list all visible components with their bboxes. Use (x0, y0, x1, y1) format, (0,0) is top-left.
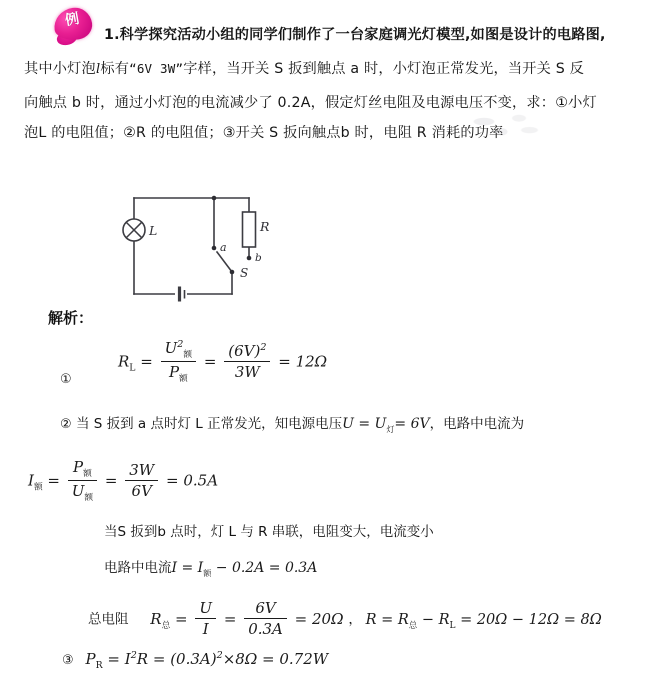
eq2-equals-1: = (47, 471, 60, 490)
eq2-den1-sub: 额 (84, 493, 94, 503)
circuit-label-L: L (149, 223, 158, 238)
eq4-lhs-sub: 总 (408, 619, 418, 630)
eq1-num1-sub: 额 (183, 350, 193, 360)
eq1-equals-2: = (203, 352, 217, 371)
step-3-marker: ③ (62, 653, 74, 668)
problem-line-3: 向触点 b 时，通过小灯泡的电流减少了 0.2A，假定灯丝电阻及电源电压不变，求：①小灯 (24, 95, 597, 111)
solution-line-5-text: 总电阻 (88, 611, 129, 628)
eq2-num-1 (68, 458, 97, 480)
solution-line-2-text-a: 当 S 扳到 a 点时灯 L 正常发光，知电源电压 (75, 416, 343, 432)
badge-glyph: 例 (63, 10, 81, 30)
lamp-rating-spec: “6V 3W” (129, 61, 184, 76)
eq2-num-2: 3W (129, 461, 155, 479)
eq3-comma: ， (348, 611, 362, 628)
inline-eq-sub: 灯 (386, 423, 395, 434)
eq4-mid-sub: L (449, 620, 456, 631)
line4-eq-lhs: I = I (171, 560, 204, 576)
eq4-result: = 20Ω − 12Ω = 8Ω (460, 611, 602, 628)
circuit-svg (120, 186, 440, 306)
eq2-num1-sub: 额 (83, 469, 92, 479)
solution-line-4-eq (172, 560, 318, 576)
resistor-icon (243, 212, 256, 247)
solution-heading: 解析： (48, 309, 94, 327)
eq3-result: 20Ω (312, 609, 344, 628)
eq1-fraction-1 (161, 339, 196, 384)
eq1-equals-3: = (278, 352, 291, 371)
eq2-lhs-sub: 额 (33, 482, 43, 493)
eq1-fraction-2 (224, 342, 270, 381)
eq3-equals-1: = (175, 609, 188, 628)
circuit-label-a: a (220, 241, 227, 254)
eq3-den-2: 0.3A (244, 618, 287, 638)
eq3-num-1: U (199, 599, 213, 617)
switch-pivot-dot (230, 270, 235, 275)
eq2-den-1 (68, 480, 97, 503)
eq2-fraction-2 (125, 461, 158, 500)
problem-line-1: 1.科学探究活动小组的同学们制作了一台家庭调光灯模型,如图是设计的电路图, (104, 27, 606, 43)
eq1-den1-sub: 额 (179, 374, 188, 384)
eq2-den1-base: U (71, 482, 85, 500)
eq1-num-2 (224, 342, 270, 361)
eq2-den-2: 6V (125, 480, 158, 500)
solution-line-3: 当S 扳到b 点时，灯 L 与 R 串联，电阻变大，电流变小 (104, 524, 434, 540)
eq5-lhs: P (85, 650, 96, 668)
eq3-lhs: R (150, 609, 162, 628)
step-2-marker: ② (60, 417, 72, 432)
eq3-num-2: 6V (255, 599, 276, 617)
solution-line-2 (60, 412, 524, 435)
eq1-lhs: R (118, 352, 130, 371)
switch-arm (217, 252, 232, 272)
eq5-lhs-sub: R (95, 660, 103, 671)
eq3-fraction-1 (195, 599, 216, 638)
eq1-num1-sup: 2 (177, 339, 184, 350)
eq2-lhs: I (28, 471, 34, 490)
eq1-equals-1: = (140, 352, 153, 371)
inline-eq-rhs: = 6V (394, 416, 430, 432)
problem-line-2-part-b: 标有 (100, 61, 130, 77)
line4-eq-sub: 额 (203, 567, 212, 578)
eq1-den-2: 3W (224, 361, 270, 381)
eq1-den-1 (161, 361, 196, 384)
problem-line-2 (24, 52, 584, 87)
lamp-icon (123, 219, 145, 241)
eq3-lhs-sub: 总 (161, 620, 171, 631)
eq3-equals-2: = (223, 609, 237, 628)
eq3-equals-3: = (294, 609, 308, 628)
contact-dot-a (212, 246, 217, 251)
eq2-equals-3: = (166, 471, 179, 490)
problem-line-4: 泡L 的电阻值；②R 的电阻值；③开关 S 扳向触点b 时，电阻 R 消耗的功率 (24, 125, 504, 141)
eq5-result: ×8Ω = 0.72W (222, 650, 329, 668)
eq1-den1-base: P (168, 363, 180, 381)
circuit-label-b: b (255, 252, 262, 264)
equation-total-resistance (150, 599, 348, 638)
eq5-mid-2: R = (0.3A) (136, 650, 217, 668)
eq1-num2-sup: 2 (260, 342, 267, 353)
solution-line-5 (88, 600, 602, 639)
problem-line-2-part-c: 字样，当开关 S 扳到触点 a 时，小灯泡正常发光，当开关 S 反 (183, 61, 585, 77)
eq3-fraction-2 (244, 599, 287, 638)
solution-line-6 (62, 650, 328, 671)
eq5-mid: = I (107, 650, 131, 668)
equation-resistor-value (365, 611, 602, 631)
eq1-result: 12Ω (295, 352, 328, 371)
eq1-num-1 (161, 339, 196, 361)
equation-step-2 (28, 459, 218, 504)
eq3-den-1: I (195, 618, 216, 638)
line4-eq-rhs: − 0.2A = 0.3A (215, 560, 318, 576)
eq2-result: 0.5A (183, 471, 219, 490)
eq2-num1-base: P (73, 458, 84, 476)
equation-step-3 (85, 650, 329, 671)
solution-line-4 (104, 556, 317, 579)
eq4-lhs: R = R (365, 611, 409, 628)
inline-eq-lhs: U = U (342, 416, 387, 432)
eq2-equals-2: = (104, 471, 118, 490)
solution-line-2-text-b: ，电路中电流为 (429, 416, 525, 432)
equation-step-1 (118, 340, 327, 385)
solution-line-4-text: 电路中电流 (104, 560, 172, 576)
eq1-lhs-sub: L (129, 362, 136, 374)
circuit-label-S: S (240, 266, 249, 280)
eq2-fraction-1 (68, 458, 97, 503)
junction-dot-top (212, 196, 217, 201)
contact-dot-b (247, 256, 252, 261)
circuit-diagram (120, 186, 440, 306)
battery-icon (175, 287, 187, 303)
solution-line-2-inline-eq (342, 416, 430, 432)
step-1-marker: ① (60, 372, 72, 387)
eq4-mid: − R (421, 611, 450, 628)
eq5-sup-2: 2 (216, 650, 223, 661)
example-badge-icon (52, 6, 96, 44)
eq1-num1-base: U (164, 339, 178, 357)
eq5-sup-1: 2 (130, 650, 137, 661)
circuit-label-R: R (260, 219, 270, 234)
lamp-symbol-inline: l (95, 62, 101, 77)
problem-line-2-part-a: 其中小灯泡 (24, 61, 96, 77)
eq1-num2-base: (6V) (228, 342, 261, 360)
